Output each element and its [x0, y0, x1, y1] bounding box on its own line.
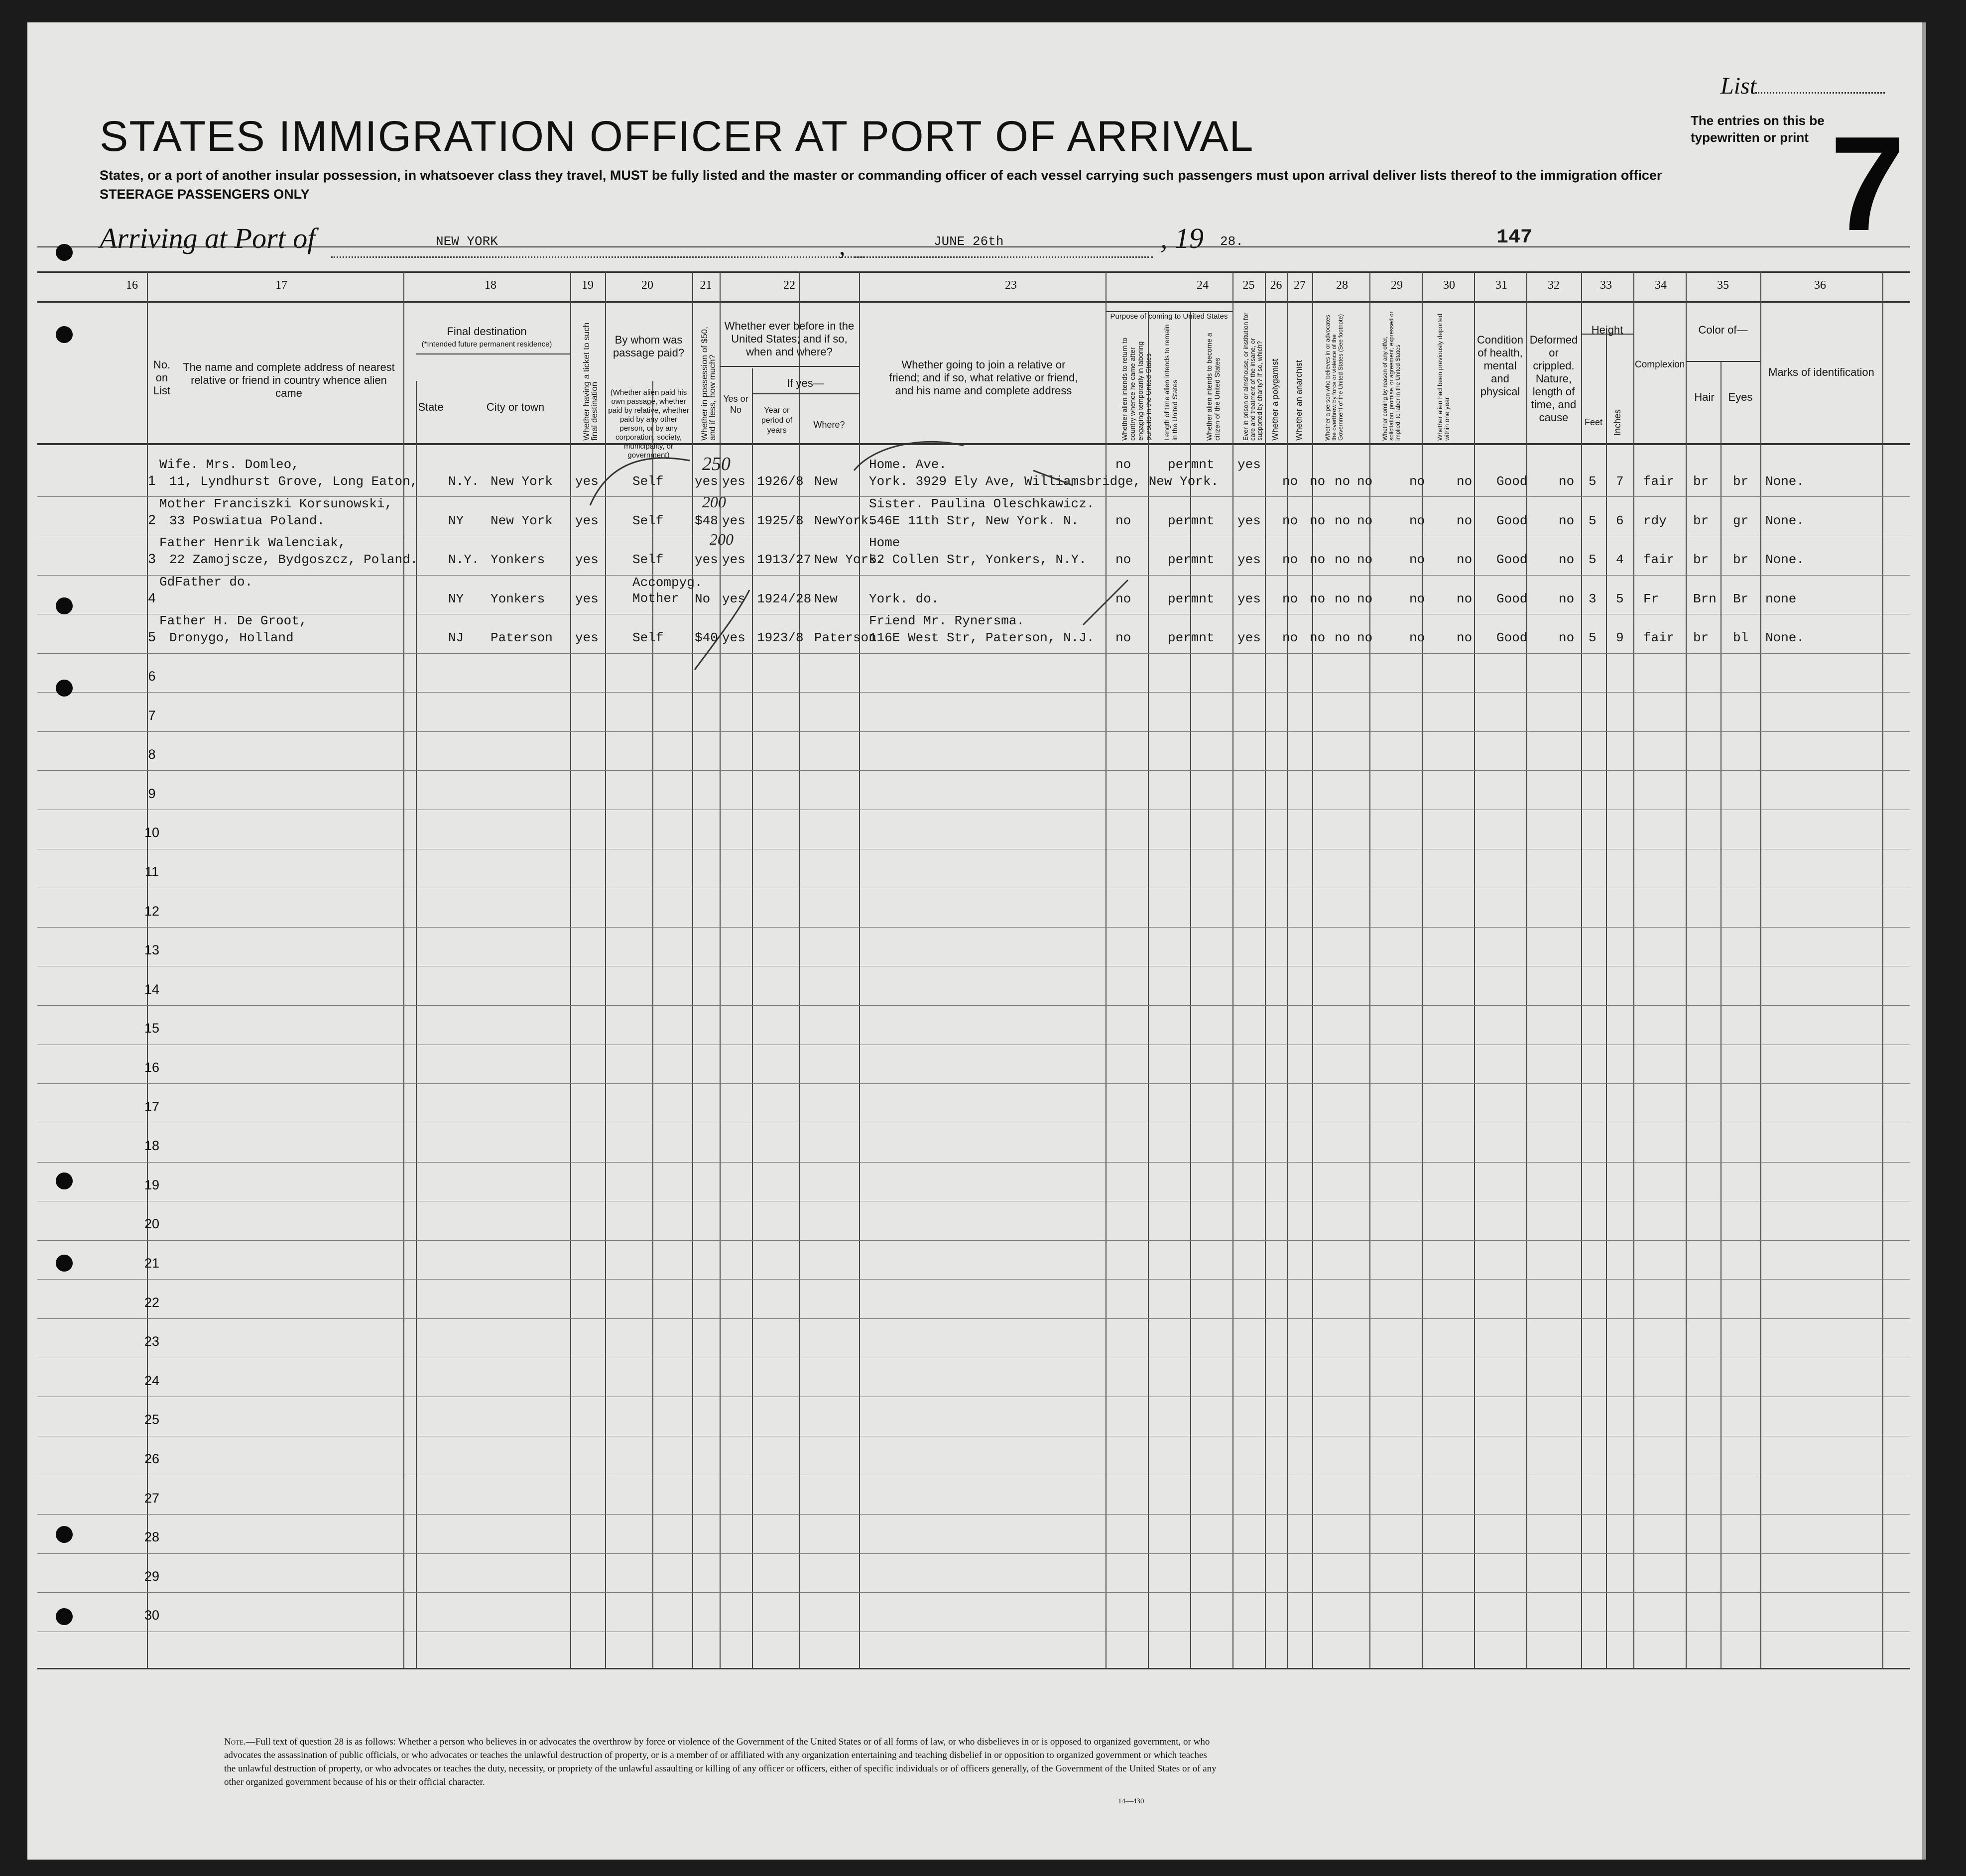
intro-text	[100, 166, 1693, 204]
row-number: 14	[144, 982, 160, 997]
row-number: 28	[144, 1529, 160, 1544]
cell-q28: no	[1357, 552, 1373, 567]
row-number: 17	[144, 1099, 160, 1114]
cell-eye-color: Br	[1733, 591, 1749, 606]
row-number: 23	[144, 1334, 160, 1349]
cell-q28: no	[1357, 513, 1373, 528]
row-number: 27	[144, 1491, 160, 1506]
cell-polygamist: no	[1310, 630, 1326, 645]
cell-height-inches: 7	[1616, 474, 1624, 489]
row-number: 25	[144, 1412, 160, 1427]
cell-hair-color: br	[1693, 630, 1709, 645]
cell-ticket: yes	[575, 591, 599, 606]
row-line	[37, 1279, 1910, 1280]
entries-note: The entries on this be typewritten or print	[1691, 113, 1825, 145]
row-number: 19	[144, 1177, 160, 1192]
steerage-label: STEERAGE PASSENGERS ONLY	[100, 187, 310, 202]
cell-health: Good	[1496, 630, 1528, 645]
cell-passage-paid-by: Self	[632, 630, 664, 645]
cell-length-of-stay: permnt	[1168, 552, 1215, 567]
cell-before-in-us: yes	[722, 552, 745, 567]
cell-hair-color: br	[1693, 474, 1709, 489]
cell-relative-address: 22 Zamojscze, Bydgoszcz, Poland.	[169, 552, 418, 567]
date-field-line	[854, 256, 1153, 258]
cell-q29: no	[1409, 630, 1425, 645]
cell-deformed: no	[1559, 630, 1575, 645]
row-number: 20	[144, 1216, 160, 1231]
cell-hair-color: Brn	[1693, 591, 1717, 606]
row-number: 29	[144, 1569, 160, 1584]
cell-q30: no	[1457, 591, 1473, 606]
intro-line-1: States, or a port of another insular possession, in whatsoever class they travel, MUST be fully listed and the master or commanding officer of each vessel carrying such passengers must upon arrival deliver lists thereof to the immigration officer	[100, 168, 1662, 183]
header-no-on-list: No. on List	[153, 358, 171, 397]
cell-before-in-us: yes	[722, 630, 745, 645]
row-number: 11	[144, 864, 159, 879]
row-line	[37, 1240, 1910, 1241]
row-number: 15	[144, 1021, 160, 1036]
cell-complexion: fair	[1643, 630, 1675, 645]
cell-joining-whom: Home	[869, 535, 900, 550]
cell-hair-color: br	[1693, 513, 1709, 528]
port-field-line	[331, 256, 864, 258]
cell-where-in-us: New York.	[814, 552, 884, 567]
row-number: 9	[148, 786, 156, 801]
cell-identification-marks: none	[1765, 591, 1797, 606]
row-number: 21	[144, 1256, 160, 1271]
cell-destination-city: Yonkers	[491, 552, 545, 567]
row-number: 10	[144, 825, 160, 840]
cell-eye-color: br	[1733, 474, 1749, 489]
cell-relative-name: Mother Franciszki Korsunowski,	[159, 496, 393, 511]
row-number: 22	[144, 1295, 160, 1310]
cell-eye-color: bl	[1733, 630, 1749, 645]
cell-joining-whom: Home. Ave.	[869, 457, 947, 472]
cell-relative-address: Dronygo, Holland	[169, 630, 294, 645]
cell-joining-address: 546E 11th Str, New York. N.	[869, 513, 1079, 528]
cell-complexion: rdy	[1643, 513, 1667, 528]
cell-intends-return: no	[1115, 552, 1131, 567]
sheet-number: 147	[1496, 227, 1533, 249]
cell-q29: no	[1409, 513, 1425, 528]
row-number: 16	[144, 1060, 160, 1075]
cell-where-in-us: New	[814, 474, 838, 489]
cell-complexion: fair	[1643, 474, 1675, 489]
cell-money: No	[695, 591, 711, 606]
cell-health: Good	[1496, 552, 1528, 567]
cell-money: $40	[695, 630, 718, 645]
port-value: NEW YORK	[436, 234, 498, 249]
row-line	[37, 692, 1910, 693]
cell-ticket: yes	[575, 630, 599, 645]
cell-joining-address: York. 3929 Ely Ave, Williamsbridge, New York.	[869, 474, 1219, 489]
cell-passage-paid-by: Self	[632, 552, 664, 567]
cell-polygamist: no	[1310, 474, 1326, 489]
year-prefix: 19	[1175, 222, 1204, 254]
cell-height-feet: 5	[1589, 513, 1597, 528]
cell-q30: no	[1457, 513, 1473, 528]
cell-length-of-stay: permnt	[1168, 457, 1215, 472]
cell-q28: no	[1357, 630, 1373, 645]
cell-citizenship: yes	[1237, 513, 1261, 528]
cell-intends-return: no	[1115, 513, 1131, 528]
row-number: 3	[148, 551, 156, 566]
row-number: 18	[144, 1138, 160, 1153]
binder-hole	[56, 680, 73, 697]
binder-hole	[56, 326, 73, 343]
cell-height-feet: 5	[1589, 474, 1597, 489]
binder-hole	[56, 1608, 73, 1625]
cell-destination-state: NJ	[448, 630, 464, 645]
footnote-text: —Full text of question 28 is as follows: Whether a person who believes in or advocates the overthrow by force or violence of the Government of the United States or of all forms of law, or who disbelieves in or is opposed to organized government, or who advocates the assassination of public officials, or who advocates or teaches the unlawful destruction of property, or is a member of or affiliated with any organization entertaining and teaching disbelief in or opposition to organized government or which teaches the unlawful destruction of property, or who advocates or teaches the duty, necessity, or propriety of the unlawful assaulting or killing of any officer or officers, either of specific individuals or of officers generally, of the Government of the United States or of any other organized government because of his or their official character.	[224, 1737, 1217, 1787]
row-line	[37, 1083, 1910, 1084]
cell-years-in-us: 1924/28	[757, 591, 812, 606]
cell-intends-return: no	[1115, 591, 1131, 606]
cell-relative-name: GdFather do.	[159, 575, 253, 589]
row-number: 8	[148, 747, 156, 762]
cell-anarchist: no	[1335, 474, 1351, 489]
row-number: 26	[144, 1451, 160, 1466]
cell-height-inches: 5	[1616, 591, 1624, 606]
handwritten-money-1: 250	[702, 454, 731, 474]
cell-identification-marks: None.	[1765, 552, 1805, 567]
cell-q29: no	[1409, 591, 1425, 606]
row-number: 12	[144, 904, 160, 919]
cell-deformed: no	[1559, 552, 1575, 567]
handwritten-money-3: 200	[710, 530, 734, 548]
cell-relative-name: Father H. De Groot,	[159, 613, 307, 628]
cell-height-inches: 9	[1616, 630, 1624, 645]
cell-prison: no	[1282, 552, 1298, 567]
cell-intends-return: no	[1115, 457, 1131, 472]
date-value: JUNE 26th	[934, 234, 1004, 249]
cell-anarchist: no	[1335, 591, 1351, 606]
footnote-head: Note.	[224, 1737, 246, 1747]
cell-q30: no	[1457, 552, 1473, 567]
cell-q28: no	[1357, 591, 1373, 606]
cell-polygamist: no	[1310, 513, 1326, 528]
cell-anarchist: no	[1335, 513, 1351, 528]
cell-joining-address: York. do.	[869, 591, 939, 606]
row-number: 1	[148, 473, 156, 488]
cell-relative-name: Father Henrik Walenciak,	[159, 535, 346, 550]
row-number: 24	[144, 1373, 160, 1388]
binder-hole	[56, 244, 73, 261]
cell-years-in-us: 1925/8	[757, 513, 804, 528]
cell-ticket: yes	[575, 474, 599, 489]
row-number: 7	[148, 708, 156, 723]
cell-deformed: no	[1559, 474, 1575, 489]
row-line	[37, 1514, 1910, 1515]
cell-citizenship: yes	[1237, 591, 1261, 606]
cell-prison: no	[1282, 513, 1298, 528]
binder-hole	[56, 597, 73, 614]
cell-destination-state: N.Y.	[448, 552, 480, 567]
row-number: 13	[144, 942, 160, 957]
cell-destination-city: Paterson	[491, 630, 553, 645]
row-number: 4	[148, 590, 156, 605]
cell-relative-address: 33 Poswiatua Poland.	[169, 513, 325, 528]
cell-identification-marks: None.	[1765, 630, 1805, 645]
cell-destination-city: Yonkers	[491, 591, 545, 606]
cell-height-feet: 5	[1589, 552, 1597, 567]
binder-hole	[56, 1172, 73, 1189]
cell-before-in-us: yes	[722, 513, 745, 528]
row-line	[37, 1005, 1910, 1006]
footnote	[224, 1735, 1220, 1789]
cell-destination-state: NY	[448, 513, 464, 528]
cell-passage-paid-by: Self	[632, 513, 664, 528]
cell-health: Good	[1496, 591, 1528, 606]
cell-joining-whom: Friend Mr. Rynersma.	[869, 613, 1025, 628]
cell-money: $48	[695, 513, 718, 528]
row-line	[37, 731, 1910, 732]
cell-prison: no	[1282, 474, 1298, 489]
page-title: STATES IMMIGRATION OFFICER AT PORT OF ARRIVAL	[100, 113, 1254, 160]
row-line	[37, 1318, 1910, 1319]
row-line	[37, 1592, 1910, 1593]
cell-joining-whom: Sister. Paulina Oleschkawicz.	[869, 496, 1095, 511]
cell-destination-city: New York	[491, 513, 553, 528]
cell-citizenship: yes	[1237, 630, 1261, 645]
cell-citizenship: yes	[1237, 552, 1261, 567]
cell-polygamist: no	[1310, 591, 1326, 606]
cell-eye-color: gr	[1733, 513, 1749, 528]
cell-health: Good	[1496, 513, 1528, 528]
cell-ticket: yes	[575, 552, 599, 567]
cell-identification-marks: None.	[1765, 513, 1805, 528]
list-label: List	[1720, 73, 1757, 99]
cell-deformed: no	[1559, 591, 1575, 606]
cell-q30: no	[1457, 474, 1473, 489]
handwritten-money-2: 200	[702, 493, 726, 511]
cell-eye-color: br	[1733, 552, 1749, 567]
binder-hole	[56, 1526, 73, 1543]
cell-complexion: fair	[1643, 552, 1675, 567]
list-number-stamp: 7	[1830, 109, 1905, 259]
row-line	[37, 927, 1910, 928]
cell-years-in-us: 1926/8	[757, 474, 804, 489]
cell-identification-marks: None.	[1765, 474, 1805, 489]
cell-relative-name: Wife. Mrs. Domleo,	[159, 457, 299, 472]
binder-hole	[56, 1255, 73, 1272]
cell-anarchist: no	[1335, 552, 1351, 567]
cell-hair-color: br	[1693, 552, 1709, 567]
cell-length-of-stay: permnt	[1168, 630, 1215, 645]
row-number: 5	[148, 629, 156, 644]
row-number: 30	[144, 1608, 160, 1623]
cell-height-inches: 4	[1616, 552, 1624, 567]
row-line	[37, 770, 1910, 771]
cell-before-in-us: yes	[722, 591, 745, 606]
cell-length-of-stay: permnt	[1168, 513, 1215, 528]
cell-q29: no	[1409, 474, 1425, 489]
form-number: 14—430	[1118, 1797, 1144, 1805]
cell-deformed: no	[1559, 513, 1575, 528]
arriving-label: Arriving at Port of	[100, 222, 316, 254]
cell-intends-return: no	[1115, 630, 1131, 645]
cell-joining-address: 116E West Str, Paterson, N.J.	[869, 630, 1095, 645]
cell-passage-paid-by: Accompyg. Mother	[632, 575, 703, 606]
cell-before-in-us: yes	[722, 474, 745, 489]
cell-health: Good	[1496, 474, 1528, 489]
cell-years-in-us: 1913/27	[757, 552, 812, 567]
cell-anarchist: no	[1335, 630, 1351, 645]
cell-destination-state: NY	[448, 591, 464, 606]
cell-height-inches: 6	[1616, 513, 1624, 528]
cell-height-feet: 3	[1589, 591, 1597, 606]
cell-money: yes	[695, 474, 718, 489]
cell-q28: no	[1357, 474, 1373, 489]
cell-prison: no	[1282, 591, 1298, 606]
row-line	[37, 1553, 1910, 1554]
handwritten-check-marks	[575, 441, 1173, 680]
cell-length-of-stay: permnt	[1168, 591, 1215, 606]
year-suffix: 28.	[1220, 234, 1243, 249]
cell-polygamist: no	[1310, 552, 1326, 567]
cell-years-in-us: 1923/8	[757, 630, 804, 645]
cell-where-in-us: New	[814, 591, 838, 606]
cell-ticket: yes	[575, 513, 599, 528]
cell-joining-address: 52 Collen Str, Yonkers, N.Y.	[869, 552, 1087, 567]
cell-q29: no	[1409, 552, 1425, 567]
cell-where-in-us: NewYork.	[814, 513, 876, 528]
cell-destination-state: N.Y.	[448, 474, 480, 489]
cell-height-feet: 5	[1589, 630, 1597, 645]
cell-citizenship: yes	[1237, 457, 1261, 472]
cell-relative-address: 11, Lyndhurst Grove, Long Eaton,	[169, 474, 418, 489]
row-number: 6	[148, 669, 156, 684]
header-final-destination: Final destination	[447, 325, 527, 338]
cell-passage-paid-by: Self	[632, 474, 664, 489]
list-number-line	[1755, 92, 1885, 94]
manifest-sheet: List The entries on this be typewritten or print 7 STATES IMMIGRATION OFFICER AT PORT OF ARRIVAL States, or a port of another insular possession, in whatsoever class they travel, MUST be fully listed and the master or commanding officer of each vessel carrying such passengers must upon arrival deliver lists thereof to the immigration officer STEERAGE PASSENGERS ONLY Arriving at Port of NEW YORK , JUNE 26th , 19 28. 147 16 17 18 19 20 21 22 23 24 25 26 27 28 29 30 31 32 33 34 35 36 No. on List The name and complete address of nearest relative or friend in country whence alien came Final destination (*Intended future permanent residence) State City or town Whether having a ticket to such final destination By whom was passage paid? (Whether alien paid his own passage, whether paid by relative, whether paid by any other person, or by any corporation, society, municipality, or government) Whether in possession of $50, and if less, how much? Whether ever before in the United States; and if so, when and where? Yes or No If yes— Year or period of years Where? Whether going to join a relative or friend; and if so, what relative or friend, and his name and complete address Purpose of coming to United States Whether alien intends to return to country whence he came after engaging temporarily in laboring pursuits in the United States Length of time alien intends to remain in the United States Whether alien intends to become a citizen of the United States Ever in prison or almshouse, or institution for care and treatment of the insane, or supported by charity? If so, which? Whether a polygamist Whether an anarchist Whether a person who believes in or advocates the overthrow by force or violence of the Government of the United States (See footnote) Whether coming by reason of any offer, solicitation, promise, or agreement, expressed or implied, to labor in the United States Whether alien had been previously deported within one year Condition of health, mental and physical Deformed or crippled. Nature, length of time, and cause Height Feet Inches Complexion Color of— Hair Eyes Marks of identification 1 2 3 4 5 6 7 8 9 10 11 12 13 14 15 16 17 18 19 20 21 22 23 24 25 26 27 28 29 30 Wife. Mrs. Domleo, 11, Lyndhurst Grove, Long Eaton, N.Y. New York yes Self yes yes 1926/8 New Home. Ave. York. 3929 Ely Ave, Williamsbridge, New York. no permnt yes no no no no no no Good no 5 7 fair br br None. Mother Franciszki Korsunowski, 33 Poswiatua Poland. NY New York yes Self $48 yes 1925/8 NewYork. Sister. Paulina Oleschkawicz. 546E 11th Str, New York. N. no permnt yes no no no no no no Good no 5 6 rdy br gr None. Father Henrik Walenciak, 22 Zamojscze, Bydgoszcz, Poland. N.Y. Yonkers yes Self yes yes 1913/27 New York. Home 52 Collen Str, Yonkers, N.Y. no permnt yes no no no no no no Good no 5 4 fair br br None. GdFather do. NY Yonkers yes Accompyg. Mother No yes 1924/28 New York. do. no permnt yes no no no no no no Good no 3 5 Fr Brn Br none Father H. De Groot, Dronygo, Holland NJ Paterson yes Self $40 yes 1923/8 Paterson Friend Mr. Rynersma. 116E West Str, Paterson, N.J. no permnt yes no no no no no no Good no 5 9 fair br bl None. 250 200 200 Note.—Full text of question 28 is as follows: Whether a person who believes in or advocates the overthrow by force or violence of the Government of the United States or of all forms of law, or who disbelieves in or is opposed to organized government, or who advocates the assassination of public officials, or who advocates or teaches the unlawful destruction of property, or is a member of or affiliated with any organization entertaining and teaching disbelief in or opposition to organized government or which teaches the unlawful destruction of property, or who advocates or teaches the duty, necessity, or propriety of the unlawful assaulting or killing of any officer or officers, either of specific individuals or of officers generally, of the Government of the United States or of any other organized government because of his or their official character. 14—430	[27, 22, 1926, 1860]
cell-destination-city: New York	[491, 474, 553, 489]
cell-where-in-us: Paterson	[814, 630, 876, 645]
cell-prison: no	[1282, 630, 1298, 645]
cell-complexion: Fr	[1643, 591, 1659, 606]
cell-money: yes	[695, 552, 718, 567]
cell-q30: no	[1457, 630, 1473, 645]
row-number: 2	[148, 512, 156, 527]
row-line	[37, 1162, 1910, 1163]
header-nearest-relative: The name and complete address of nearest relative or friend in country whence alien came	[183, 361, 395, 399]
